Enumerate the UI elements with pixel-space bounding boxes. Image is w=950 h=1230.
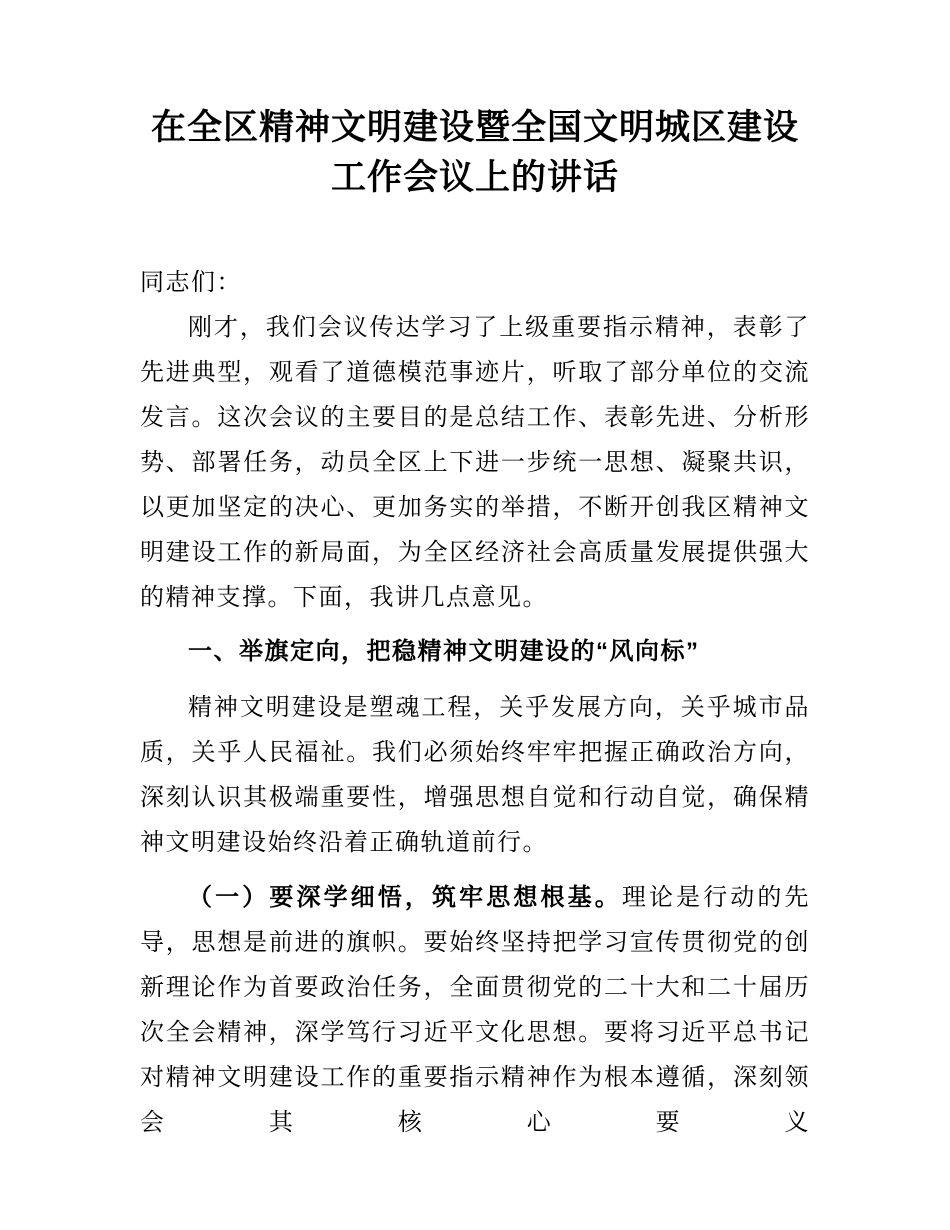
document-body [140,261,810,1146]
subsection-1-text: 理论是行动的先导，思想是前进的旗帜。要始终坚持把学习宣传贯彻党的创新理论作为首要政治任务，全面贯彻党的二十大和二十届历次全会精神，深学笃行习近平文化思想。要将习近平总书记对精神文明建设工作的重要指示精神作为根本遵循，深刻领会其核心要义 [140,885,811,1136]
paragraph-opening: 刚才，我们会议传达学习了上级重要指示精神，表彰了先进典型，观看了道德模范事迹片，听取了部分单位的交流发言。这次会议的主要目的是总结工作、表彰先进、分析形势、部署任务，动员全区上下进一步统一思想、凝聚共识，以更加坚定的决心、更加务实的举措，不断开创我区精神文明建设工作的新局面，为全区经济社会高质量发展提供强大的精神支撑。下面，我讲几点意见。 [140,315,810,611]
paragraph-section-intro: 精神文明建设是塑魂工程，关乎发展方向，关乎城市品质，关乎人民福祉。我们必须始终牢牢把握正确政治方向，深刻认识其极端重要性，增强思想自觉和行动自觉，确保精神文明建设始终沿着正确轨道前行。 [140,695,810,856]
salutation: 同志们： [140,270,242,296]
document-title: 在全区精神文明建设暨全国文明城区建设工作会议上的讲话 [150,108,799,197]
section-heading-1: 一、举旗定向，把稳精神文明建设的“风向标” [188,638,700,665]
subsection-1-lead: （一）要深学细悟，筑牢思想根基。 [188,885,622,911]
paragraph-subsection-1 [140,876,810,1146]
